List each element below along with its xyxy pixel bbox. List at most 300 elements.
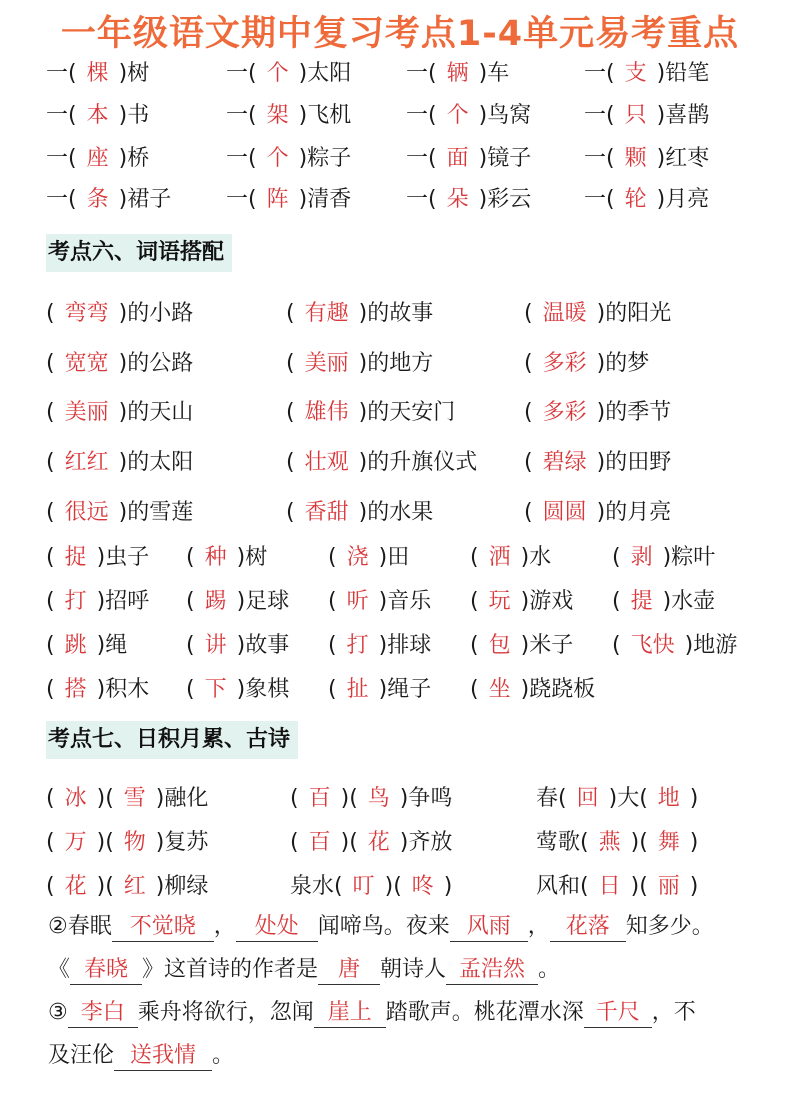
answer-text: 冰 xyxy=(64,786,87,811)
prompt-text: ( xyxy=(612,633,621,658)
verb-object-item xyxy=(186,670,289,710)
prompt-text: ( xyxy=(46,351,55,376)
measure-row xyxy=(0,180,800,220)
measure-word-item xyxy=(226,96,351,136)
prompt-text: )飞机 xyxy=(298,103,352,128)
prompt-text: )的天山 xyxy=(118,400,194,425)
prompt-text: 一( xyxy=(406,146,437,171)
answer-text: 多彩 xyxy=(542,351,587,376)
prompt-text: 一( xyxy=(226,61,257,86)
answer-text: 支 xyxy=(624,61,647,86)
answer-text: 飞快 xyxy=(630,633,675,658)
prompt-text: )裙子 xyxy=(118,187,172,212)
answer-text: 剥 xyxy=(630,545,653,570)
answer-text: 坐 xyxy=(488,677,511,702)
prompt-text: ( xyxy=(46,400,55,425)
prompt-text: ( xyxy=(46,633,55,658)
poem-text: 及汪伦 xyxy=(48,1043,115,1068)
prompt-text: ( xyxy=(46,786,55,811)
poem-text: 乘舟将欲行，忽闻 xyxy=(137,1000,314,1025)
prompt-text: )树 xyxy=(236,545,268,570)
poem-line-1 xyxy=(48,907,714,947)
poem-text: ， xyxy=(213,914,236,939)
answer-text: 碧绿 xyxy=(542,450,587,475)
prompt-text: 春( xyxy=(536,786,567,811)
prompt-text: ( xyxy=(524,450,533,475)
prompt-text: 一( xyxy=(46,103,77,128)
answer-text: 地 xyxy=(657,786,680,811)
answer-text: 咚 xyxy=(411,874,434,899)
prompt-text: 一( xyxy=(584,103,615,128)
idiom-item xyxy=(290,779,452,819)
answer-text: 香甜 xyxy=(304,500,349,525)
poem-blank: 不觉晓 xyxy=(112,913,214,942)
idiom-row xyxy=(0,823,800,863)
prompt-text: ( xyxy=(186,633,195,658)
answer-text: 鸟 xyxy=(367,786,390,811)
prompt-text: ( xyxy=(612,545,621,570)
measure-word-item xyxy=(46,54,149,94)
measure-word-item xyxy=(584,139,709,179)
answer-text: 个 xyxy=(266,146,289,171)
poem-blank: 花落 xyxy=(550,913,626,942)
answer-text: 壮观 xyxy=(304,450,349,475)
prompt-text: )积木 xyxy=(96,677,150,702)
section-heading: 考点六、词语搭配 xyxy=(46,234,232,272)
answer-text: 提 xyxy=(630,589,653,614)
word-match-item xyxy=(286,344,433,384)
verb-object-item xyxy=(470,582,573,622)
answer-text: 打 xyxy=(346,633,369,658)
answer-text: 叮 xyxy=(352,874,375,899)
answer-text: 花 xyxy=(367,830,390,855)
prompt-text: ) xyxy=(689,786,699,811)
answer-text: 万 xyxy=(64,830,87,855)
answer-text: 红 xyxy=(123,874,146,899)
prompt-text: )红枣 xyxy=(656,146,710,171)
prompt-text: ( xyxy=(290,786,299,811)
measure-word-item xyxy=(406,180,531,220)
prompt-text: ( xyxy=(46,545,55,570)
prompt-text: ( xyxy=(286,351,295,376)
prompt-text: )的季节 xyxy=(596,400,672,425)
word-match-item xyxy=(524,393,671,433)
prompt-text: 一( xyxy=(226,146,257,171)
answer-text: 搭 xyxy=(64,677,87,702)
verb-object-item xyxy=(186,582,289,622)
prompt-text: )书 xyxy=(118,103,150,128)
poem-blank: 李白 xyxy=(68,999,138,1028)
prompt-text: )的雪莲 xyxy=(118,500,194,525)
prompt-text: ( xyxy=(186,545,195,570)
poem-blank: 千尺 xyxy=(584,999,652,1028)
prompt-text: ( xyxy=(524,301,533,326)
answer-text: 个 xyxy=(266,61,289,86)
poem-text: 闻啼鸟。夜来 xyxy=(317,914,450,939)
prompt-text: )的阳光 xyxy=(596,301,672,326)
poem-text: ，不 xyxy=(651,1000,696,1025)
prompt-text: )太阳 xyxy=(298,61,352,86)
answer-text: 美丽 xyxy=(64,400,109,425)
prompt-text: 一( xyxy=(584,61,615,86)
poem-text: 。 xyxy=(212,1043,235,1068)
prompt-text: 一( xyxy=(46,61,77,86)
prompt-text: 一( xyxy=(226,103,257,128)
poem-blank: 风雨 xyxy=(450,913,528,942)
prompt-text: ( xyxy=(328,589,337,614)
prompt-text: )融化 xyxy=(155,786,209,811)
prompt-text: )的田野 xyxy=(596,450,672,475)
answer-text: 宽宽 xyxy=(64,351,109,376)
adj-row xyxy=(0,344,800,384)
prompt-text: )( xyxy=(630,830,648,855)
answer-text: 本 xyxy=(86,103,109,128)
word-match-item xyxy=(46,344,193,384)
poem-line-2 xyxy=(48,950,560,990)
measure-row xyxy=(0,139,800,179)
prompt-text: )复苏 xyxy=(155,830,209,855)
prompt-text: )的升旗仪式 xyxy=(358,450,478,475)
poem-text: ③ xyxy=(48,1000,68,1025)
prompt-text: ( xyxy=(328,545,337,570)
measure-row xyxy=(0,54,800,94)
measure-word-item xyxy=(584,54,709,94)
verb-row xyxy=(0,670,800,710)
prompt-text: ( xyxy=(328,677,337,702)
prompt-text: ( xyxy=(46,301,55,326)
prompt-text: )鸟窝 xyxy=(478,103,532,128)
verb-row xyxy=(0,582,800,622)
prompt-text: )的梦 xyxy=(596,351,650,376)
prompt-text: )争鸣 xyxy=(399,786,453,811)
verb-object-item xyxy=(470,626,573,666)
verb-object-item xyxy=(328,538,409,578)
verb-object-item xyxy=(612,582,715,622)
answer-text: 扯 xyxy=(346,677,369,702)
prompt-text: 一( xyxy=(46,187,77,212)
prompt-text: )地游 xyxy=(684,633,738,658)
prompt-text: )绳 xyxy=(96,633,128,658)
prompt-text: ( xyxy=(46,589,55,614)
prompt-text: )的月亮 xyxy=(596,500,672,525)
prompt-text: ( xyxy=(470,633,479,658)
poem-blank: 唐 xyxy=(318,956,380,985)
idiom-item xyxy=(46,823,208,863)
answer-text: 阵 xyxy=(266,187,289,212)
poem-blank: 崖上 xyxy=(314,999,386,1028)
prompt-text: )镜子 xyxy=(478,146,532,171)
prompt-text: )的故事 xyxy=(358,301,434,326)
prompt-text: ( xyxy=(46,677,55,702)
prompt-text: )( xyxy=(340,786,358,811)
answer-text: 洒 xyxy=(488,545,511,570)
prompt-text: )绳子 xyxy=(378,677,432,702)
answer-text: 棵 xyxy=(86,61,109,86)
idiom-item xyxy=(536,779,698,819)
prompt-text: )招呼 xyxy=(96,589,150,614)
prompt-text: )游戏 xyxy=(520,589,574,614)
answer-text: 下 xyxy=(204,677,227,702)
prompt-text: 一( xyxy=(226,187,257,212)
measure-word-item xyxy=(46,96,149,136)
prompt-text: )( xyxy=(96,830,114,855)
poem-text: 踏歌声。桃花潭水深 xyxy=(385,1000,584,1025)
idiom-item xyxy=(290,867,452,907)
prompt-text: ( xyxy=(186,677,195,702)
prompt-text: )米子 xyxy=(520,633,574,658)
measure-word-item xyxy=(226,180,351,220)
prompt-text: )齐放 xyxy=(399,830,453,855)
answer-text: 百 xyxy=(308,830,331,855)
poem-blank: 处处 xyxy=(236,913,318,942)
section-heading: 考点七、日积月累、古诗 xyxy=(46,721,298,759)
measure-word-item xyxy=(46,139,149,179)
prompt-text: )足球 xyxy=(236,589,290,614)
answer-text: 燕 xyxy=(598,830,621,855)
prompt-text: ( xyxy=(612,589,621,614)
prompt-text: )车 xyxy=(478,61,510,86)
prompt-text: 泉水( xyxy=(290,874,343,899)
prompt-text: )粽子 xyxy=(298,146,352,171)
poem-line-3 xyxy=(48,993,696,1033)
prompt-text: 风和( xyxy=(536,874,589,899)
answer-text: 美丽 xyxy=(304,351,349,376)
verb-object-item xyxy=(470,670,595,710)
word-match-item xyxy=(524,344,649,384)
prompt-text: )铅笔 xyxy=(656,61,710,86)
adj-row xyxy=(0,443,800,483)
answer-text: 座 xyxy=(86,146,109,171)
answer-text: 只 xyxy=(624,103,647,128)
page-title: 一年级语文期中复习考点1-4单元易考重点 xyxy=(60,14,740,54)
prompt-text: ( xyxy=(286,500,295,525)
prompt-text: ( xyxy=(524,500,533,525)
prompt-text: )粽叶 xyxy=(662,545,716,570)
prompt-text: ) xyxy=(443,874,453,899)
adj-row xyxy=(0,294,800,334)
prompt-text: )的天安门 xyxy=(358,400,456,425)
prompt-text: )的地方 xyxy=(358,351,434,376)
answer-text: 玩 xyxy=(488,589,511,614)
prompt-text: 一( xyxy=(584,187,615,212)
verb-object-item xyxy=(328,582,431,622)
prompt-text: )( xyxy=(96,786,114,811)
measure-word-item xyxy=(406,96,531,136)
prompt-text: ( xyxy=(470,677,479,702)
prompt-text: )故事 xyxy=(236,633,290,658)
prompt-text: ( xyxy=(46,450,55,475)
answer-text: 颗 xyxy=(624,146,647,171)
prompt-text: ( xyxy=(286,400,295,425)
word-match-item xyxy=(524,493,671,533)
measure-word-item xyxy=(584,96,709,136)
idiom-row xyxy=(0,867,800,907)
answer-text: 圆圆 xyxy=(542,500,587,525)
poem-text: 《 xyxy=(48,957,71,982)
prompt-text: ( xyxy=(470,545,479,570)
answer-text: 雪 xyxy=(123,786,146,811)
poem-blank: 送我情 xyxy=(114,1042,212,1071)
prompt-text: )( xyxy=(340,830,358,855)
answer-text: 回 xyxy=(576,786,599,811)
prompt-text: 一( xyxy=(584,146,615,171)
word-match-item xyxy=(46,294,193,334)
answer-text: 架 xyxy=(266,103,289,128)
answer-text: 种 xyxy=(204,545,227,570)
adj-row xyxy=(0,393,800,433)
answer-text: 很远 xyxy=(64,500,109,525)
prompt-text: ( xyxy=(524,400,533,425)
verb-row xyxy=(0,538,800,578)
verb-object-item xyxy=(46,538,149,578)
word-match-item xyxy=(524,443,671,483)
prompt-text: 一( xyxy=(46,146,77,171)
poem-text: ②春眠 xyxy=(48,914,112,939)
word-match-item xyxy=(46,443,193,483)
prompt-text: ( xyxy=(286,301,295,326)
prompt-text: )喜鹊 xyxy=(656,103,710,128)
answer-text: 听 xyxy=(346,589,369,614)
prompt-text: )的公路 xyxy=(118,351,194,376)
word-match-item xyxy=(524,294,671,334)
answer-text: 日 xyxy=(598,874,621,899)
prompt-text: )( xyxy=(384,874,402,899)
prompt-text: )大( xyxy=(608,786,648,811)
prompt-text: )跷跷板 xyxy=(520,677,596,702)
idiom-item xyxy=(46,779,208,819)
prompt-text: ( xyxy=(186,589,195,614)
verb-object-item xyxy=(612,626,737,666)
prompt-text: )彩云 xyxy=(478,187,532,212)
idiom-item xyxy=(46,867,208,907)
prompt-text: )( xyxy=(630,874,648,899)
measure-word-item xyxy=(406,139,531,179)
idiom-item xyxy=(290,823,452,863)
prompt-text: 一( xyxy=(406,103,437,128)
answer-text: 有趣 xyxy=(304,301,349,326)
prompt-text: )清香 xyxy=(298,187,352,212)
verb-object-item xyxy=(328,670,431,710)
answer-text: 温暖 xyxy=(542,301,587,326)
prompt-text: )( xyxy=(96,874,114,899)
measure-word-item xyxy=(46,180,171,220)
verb-object-item xyxy=(186,626,289,666)
word-match-item xyxy=(46,493,193,533)
prompt-text: )桥 xyxy=(118,146,150,171)
verb-object-item xyxy=(470,538,551,578)
measure-word-item xyxy=(226,54,351,94)
prompt-text: 一( xyxy=(406,187,437,212)
prompt-text: ( xyxy=(470,589,479,614)
poem-text: 知多少。 xyxy=(625,914,714,939)
answer-text: 朵 xyxy=(446,187,469,212)
word-match-item xyxy=(286,443,477,483)
verb-object-item xyxy=(612,538,715,578)
prompt-text: )的太阳 xyxy=(118,450,194,475)
measure-word-item xyxy=(226,139,351,179)
prompt-text: )水 xyxy=(520,545,552,570)
prompt-text: ( xyxy=(46,874,55,899)
prompt-text: )排球 xyxy=(378,633,432,658)
answer-text: 捉 xyxy=(64,545,87,570)
prompt-text: ( xyxy=(328,633,337,658)
answer-text: 个 xyxy=(446,103,469,128)
adj-row xyxy=(0,493,800,533)
answer-text: 包 xyxy=(488,633,511,658)
answer-text: 花 xyxy=(64,874,87,899)
measure-row xyxy=(0,96,800,136)
answer-text: 轮 xyxy=(624,187,647,212)
prompt-text: )柳绿 xyxy=(155,874,209,899)
measure-word-item xyxy=(406,54,509,94)
prompt-text: ( xyxy=(46,830,55,855)
poem-blank: 春晓 xyxy=(70,956,142,985)
verb-object-item xyxy=(328,626,431,666)
word-match-item xyxy=(286,493,433,533)
answer-text: 丽 xyxy=(657,874,680,899)
answer-text: 踢 xyxy=(204,589,227,614)
word-match-item xyxy=(46,393,193,433)
prompt-text: )的水果 xyxy=(358,500,434,525)
prompt-text: ( xyxy=(286,450,295,475)
answer-text: 打 xyxy=(64,589,87,614)
prompt-text: )音乐 xyxy=(378,589,432,614)
poem-text: 。 xyxy=(538,957,561,982)
prompt-text: ) xyxy=(689,874,699,899)
prompt-text: )田 xyxy=(378,545,410,570)
poem-text: 》这首诗的作者是 xyxy=(142,957,319,982)
verb-object-item xyxy=(46,670,149,710)
answer-text: 舞 xyxy=(657,830,680,855)
poem-text: ， xyxy=(527,914,550,939)
answer-text: 红红 xyxy=(64,450,109,475)
idiom-item xyxy=(536,823,698,863)
verb-row xyxy=(0,626,800,666)
idiom-row xyxy=(0,779,800,819)
poem-blank: 孟浩然 xyxy=(446,956,538,985)
answer-text: 跳 xyxy=(64,633,87,658)
prompt-text: ) xyxy=(689,830,699,855)
verb-object-item xyxy=(46,582,149,622)
answer-text: 百 xyxy=(308,786,331,811)
prompt-text: )月亮 xyxy=(656,187,710,212)
answer-text: 浇 xyxy=(346,545,369,570)
answer-text: 条 xyxy=(86,187,109,212)
prompt-text: 莺歌( xyxy=(536,830,589,855)
prompt-text: 一( xyxy=(406,61,437,86)
prompt-text: )树 xyxy=(118,61,150,86)
prompt-text: )虫子 xyxy=(96,545,150,570)
prompt-text: )象棋 xyxy=(236,677,290,702)
word-match-item xyxy=(286,393,455,433)
prompt-text: ( xyxy=(290,830,299,855)
prompt-text: )的小路 xyxy=(118,301,194,326)
answer-text: 辆 xyxy=(446,61,469,86)
answer-text: 弯弯 xyxy=(64,301,109,326)
prompt-text: )水壶 xyxy=(662,589,716,614)
prompt-text: ( xyxy=(524,351,533,376)
idiom-item xyxy=(536,867,698,907)
poem-line-4 xyxy=(48,1036,234,1076)
answer-text: 雄伟 xyxy=(304,400,349,425)
word-match-item xyxy=(286,294,433,334)
answer-text: 物 xyxy=(123,830,146,855)
answer-text: 讲 xyxy=(204,633,227,658)
verb-object-item xyxy=(46,626,127,666)
poem-text: 朝诗人 xyxy=(380,957,447,982)
answer-text: 多彩 xyxy=(542,400,587,425)
measure-word-item xyxy=(584,180,709,220)
